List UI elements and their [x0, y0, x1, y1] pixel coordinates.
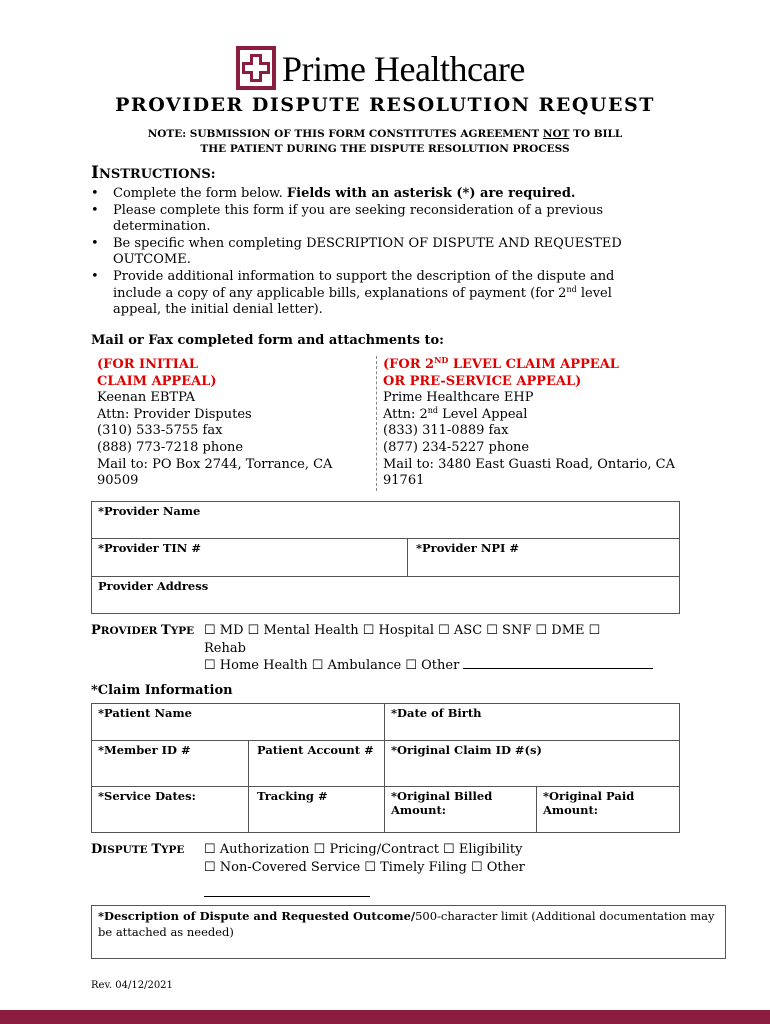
cross-logo-icon — [236, 46, 276, 90]
provider-npi-field[interactable]: *Provider NPI # — [407, 538, 680, 577]
original-billed-amount-field[interactable]: *Original Billed Amount: — [384, 786, 537, 833]
provider-type-options[interactable]: ☐ MD ☐ Mental Health ☐ Hospital ☐ ASC ☐ SNF ☐ DME ☐ Rehab ☐ Home Health ☐ Ambulance ☐ Other — [204, 622, 653, 675]
initial-appeal-address: (FOR INITIAL CLAIM APPEAL) Keenan EBTPA Attn: Provider Disputes (310) 533-5755 fax (888) 773-7218 phone Mail to: PO Box 2744, Torrance, CA 90509 — [97, 357, 333, 489]
patient-name-field[interactable]: *Patient Name — [91, 703, 385, 741]
mail-heading: Mail or Fax completed form and attachments to: — [91, 333, 444, 348]
list-item: • Be specific when completing DESCRIPTION OF DISPUTE AND REQUESTED OUTCOME. — [91, 236, 661, 269]
instructions-list — [91, 186, 661, 319]
claim-info-heading: *Claim Information — [91, 683, 233, 698]
original-claim-id-field[interactable]: *Original Claim ID #(s) — [384, 740, 680, 787]
prime-healthcare-logo — [236, 46, 536, 92]
other-provider-type-line[interactable] — [463, 668, 653, 669]
list-item: • Complete the form below. Fields with an asterisk (*) are required. — [91, 186, 661, 203]
list-item: • Please complete this form if you are seeking reconsideration of a previous determination. — [91, 203, 661, 236]
provider-address-field[interactable]: Provider Address — [91, 576, 680, 614]
original-paid-amount-field[interactable]: *Original Paid Amount: — [536, 786, 680, 833]
logo-text: Prime Healthcare — [282, 49, 525, 89]
address-divider — [376, 356, 377, 491]
footer-bar — [0, 1010, 770, 1024]
provider-tin-field[interactable]: *Provider TIN # — [91, 538, 408, 577]
service-dates-field[interactable]: *Service Dates: — [91, 786, 249, 833]
provider-name-field[interactable]: *Provider Name — [91, 501, 680, 539]
second-level-appeal-address: (FOR 2ND LEVEL CLAIM APPEAL OR PRE-SERVICE APPEAL) Prime Healthcare EHP Attn: 2nd Level Appeal (833) 311-0889 fax (877) 234-5227 phone Mail to: 3480 East Guasti Road, Ontario, CA 91761 — [383, 355, 676, 489]
form-title: PROVIDER DISPUTE RESOLUTION REQUEST — [115, 94, 655, 116]
other-dispute-type-line[interactable] — [204, 896, 370, 897]
provider-type-label: PROVIDER TYPE — [91, 623, 195, 638]
instructions-heading: INSTRUCTIONS: — [91, 163, 216, 183]
date-of-birth-field[interactable]: *Date of Birth — [384, 703, 680, 741]
list-item: • Provide additional information to support the description of the dispute and include a copy of any applicable bills, explanations of payment (for 2nd level appeal, the initial denial letter). — [91, 269, 661, 319]
patient-account-field[interactable]: Patient Account # — [248, 740, 385, 787]
member-id-field[interactable]: *Member ID # — [91, 740, 249, 787]
dispute-type-options[interactable]: ☐ Authorization ☐ Pricing/Contract ☐ Eligibility ☐ Non-Covered Service ☐ Timely Filing ☐ Other — [204, 842, 525, 875]
description-field[interactable]: *Description of Dispute and Requested Outcome/500-character limit (Additional documentation may be attached as needed) — [91, 905, 726, 959]
tracking-field[interactable]: Tracking # — [248, 786, 385, 833]
dispute-type-label: DISPUTE TYPE — [91, 842, 185, 857]
submission-note: NOTE: SUBMISSION OF THIS FORM CONSTITUTES AGREEMENT NOT TO BILL THE PATIENT DURING THE DISPUTE RESOLUTION PROCESS — [147, 128, 623, 155]
revision-date: Rev. 04/12/2021 — [91, 980, 173, 991]
